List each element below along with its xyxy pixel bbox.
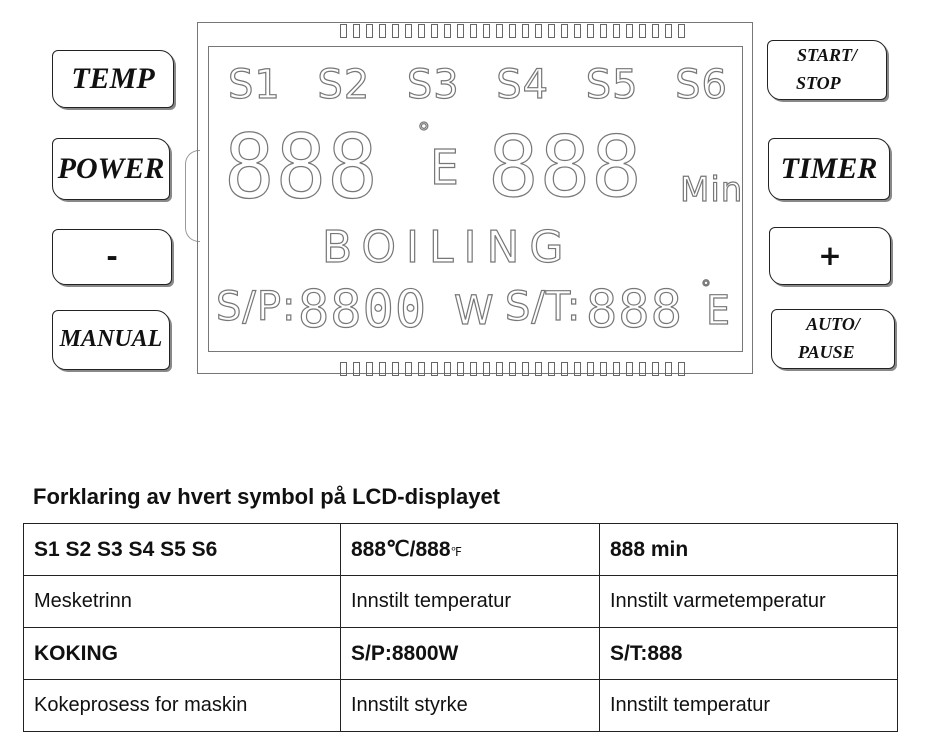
lcd-step-s4: S4 [496, 62, 550, 108]
lcd-set-temp-degree: ° [700, 276, 714, 300]
table-cell [341, 524, 600, 576]
lcd-set-power-label: S/P: [216, 284, 297, 330]
fahrenheit-symbol: ℉ [450, 545, 462, 559]
lcd-set-temp-unit: E [706, 288, 732, 334]
table-cell: S/P:8800W [341, 628, 600, 680]
lcd-boiling-indicator: BOILING [322, 222, 574, 273]
start-stop-button[interactable] [767, 40, 887, 100]
manual-button[interactable]: MANUAL [52, 310, 170, 370]
lcd-pins-top [340, 24, 685, 38]
table-cell: S1 S2 S3 S4 S5 S6 [24, 524, 341, 576]
table-row [24, 628, 898, 680]
table-cell-text: 888℃/888 [351, 538, 451, 561]
auto-pause-label-line1: AUTO/ [806, 314, 860, 335]
table-cell: S/T:888 [600, 628, 898, 680]
lcd-time-digits: 888 [488, 118, 643, 216]
table-cell: Innstilt temperatur [341, 576, 600, 628]
auto-pause-label-line2: PAUSE [798, 342, 855, 362]
lcd-set-power-digits: 8800 [298, 280, 428, 340]
table-row [24, 576, 898, 628]
table-cell: Innstilt temperatur [600, 680, 898, 732]
plus-button[interactable]: + [769, 227, 891, 285]
minus-button[interactable]: - [52, 229, 172, 285]
table-cell: Innstilt styrke [341, 680, 600, 732]
lcd-step-s5: S5 [585, 62, 639, 108]
lcd-step-indicators [228, 62, 728, 108]
lcd-pins-bottom [340, 362, 685, 376]
auto-pause-button[interactable] [771, 309, 895, 369]
lcd-watt-unit: W [454, 288, 495, 334]
power-button[interactable]: POWER [52, 138, 170, 200]
lcd-step-s6: S6 [675, 62, 728, 108]
legend-table [23, 523, 898, 732]
lcd-temperature-unit: E [430, 140, 460, 196]
timer-button[interactable]: TIMER [768, 138, 890, 200]
table-row [24, 524, 898, 576]
table-cell: Innstilt varmetemperatur [600, 576, 898, 628]
table-row [24, 680, 898, 732]
lcd-step-s3: S3 [406, 62, 460, 108]
table-cell: Mesketrinn [24, 576, 341, 628]
temp-button[interactable]: TEMP [52, 50, 174, 108]
start-stop-label-line1: START/ [796, 45, 858, 66]
table-cell: Kokeprosess for maskin [24, 680, 341, 732]
lcd-set-temp-digits: 888 [586, 280, 683, 340]
start-stop-label-line2: STOP [796, 73, 841, 93]
lcd-set-temp-label: S/T: [505, 284, 582, 330]
lcd-step-s2: S2 [317, 62, 371, 108]
table-cell: 888 min [600, 524, 898, 576]
lcd-temperature-digits: 888 [224, 115, 379, 219]
lcd-min-label: Min [680, 170, 744, 210]
lcd-step-s1: S1 [228, 62, 281, 108]
lcd-degree-symbol: ° [416, 118, 433, 148]
legend-heading: Forklaring av hvert symbol på LCD-displayet [33, 484, 501, 509]
table-cell: KOKING [24, 628, 341, 680]
